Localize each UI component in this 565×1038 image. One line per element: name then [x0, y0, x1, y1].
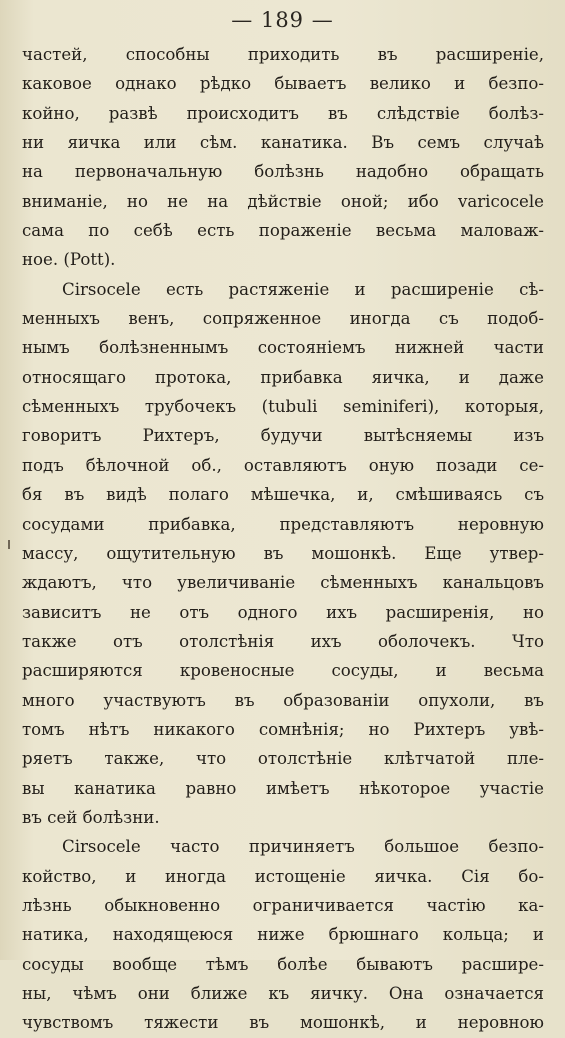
text-line: сама по себѣ есть пораженіе весьма маловаж- — [22, 221, 544, 241]
text-line: томъ нѣтъ никакого сомнѣнія; но Рихтеръ увѣ- — [22, 719, 544, 739]
text-line: вниманіе, но не на дѣйствіе оной; ибо varicocele — [22, 191, 544, 211]
text-line: койство, и иногда истощеніе яичка. Сія бо- — [22, 866, 544, 886]
text-line: сосудами прибавка, представляютъ неровную — [22, 514, 544, 534]
text-line: чувствомъ тяжести въ мошонкѣ, и неровною — [22, 1013, 544, 1033]
text-line: зависитъ не отъ одного ихъ расширенія, но — [22, 602, 544, 622]
text-line: расширяются кровеносные сосуды, и весьма — [22, 661, 544, 681]
text-line: натика, находящеюся ниже брюшнаго кольца; и — [22, 925, 544, 945]
text-line: говоритъ Рихтеръ, будучи вытѣсняемы изъ — [22, 426, 544, 446]
text-line: лѣзнь обыкновенно ограничивается частію ка- — [22, 895, 544, 915]
text-line: относящаго протока, прибавка яичка, и даже — [22, 367, 544, 387]
text-line: вы канатика равно имѣетъ нѣкоторое участіе — [22, 778, 544, 798]
text-line: на первоначальную болѣзнь надобно обращать — [22, 162, 544, 182]
text-line: нымъ болѣзненнымъ состояніемъ нижней части — [22, 338, 544, 358]
text-line: Cirsocele часто причиняетъ большое безпо- — [62, 837, 544, 857]
body-text — [22, 40, 544, 1038]
text-line: каковое однако рѣдко бываетъ велико и безпо- — [22, 74, 544, 94]
text-line: много участвуютъ въ образованіи опухоли, въ — [22, 690, 544, 710]
text-line: массу, ощутительную въ мошонкѣ. Еще утвер- — [22, 543, 544, 563]
text-line: ни яичка или сѣм. канатика. Въ семъ случаѣ — [22, 133, 544, 153]
text-line: койно, развѣ происходитъ въ слѣдствіе болѣз- — [22, 103, 544, 123]
text-line: также отъ отолстѣнія ихъ оболочекъ. Что — [22, 631, 544, 651]
page-number: — 189 — — [231, 8, 334, 32]
text-line: подъ бѣлочной об., оставляютъ оную позади се- — [22, 455, 544, 475]
text-line: сосуды вообще тѣмъ болѣе бываютъ расшире- — [22, 954, 544, 974]
text-line: сѣменныхъ трубочекъ (tubuli seminiferi), которыя, — [22, 397, 544, 417]
text-line: Cirsocele есть растяженіе и расширеніе сѣ- — [62, 279, 544, 299]
text-line: ждаютъ, что увеличиваніе сѣменныхъ канальцовъ — [22, 573, 544, 593]
text-line: бя въ видѣ полаго мѣшечка, и, смѣшиваясь съ — [22, 485, 544, 505]
text-line: менныхъ венъ, сопряженное иногда съ подоб- — [22, 309, 544, 329]
text-line: ны, чѣмъ они ближе къ яичку. Она означается — [22, 984, 544, 1003]
text-line: въ сей болѣзни. — [22, 807, 160, 827]
text-line: частей, способны приходить въ расширеніе, — [22, 45, 544, 64]
text-line: ряетъ также, что отолстѣніе клѣтчатой пле- — [22, 749, 544, 769]
text-line: ное. (Pott). — [22, 250, 116, 270]
margin-mark — [8, 540, 10, 549]
